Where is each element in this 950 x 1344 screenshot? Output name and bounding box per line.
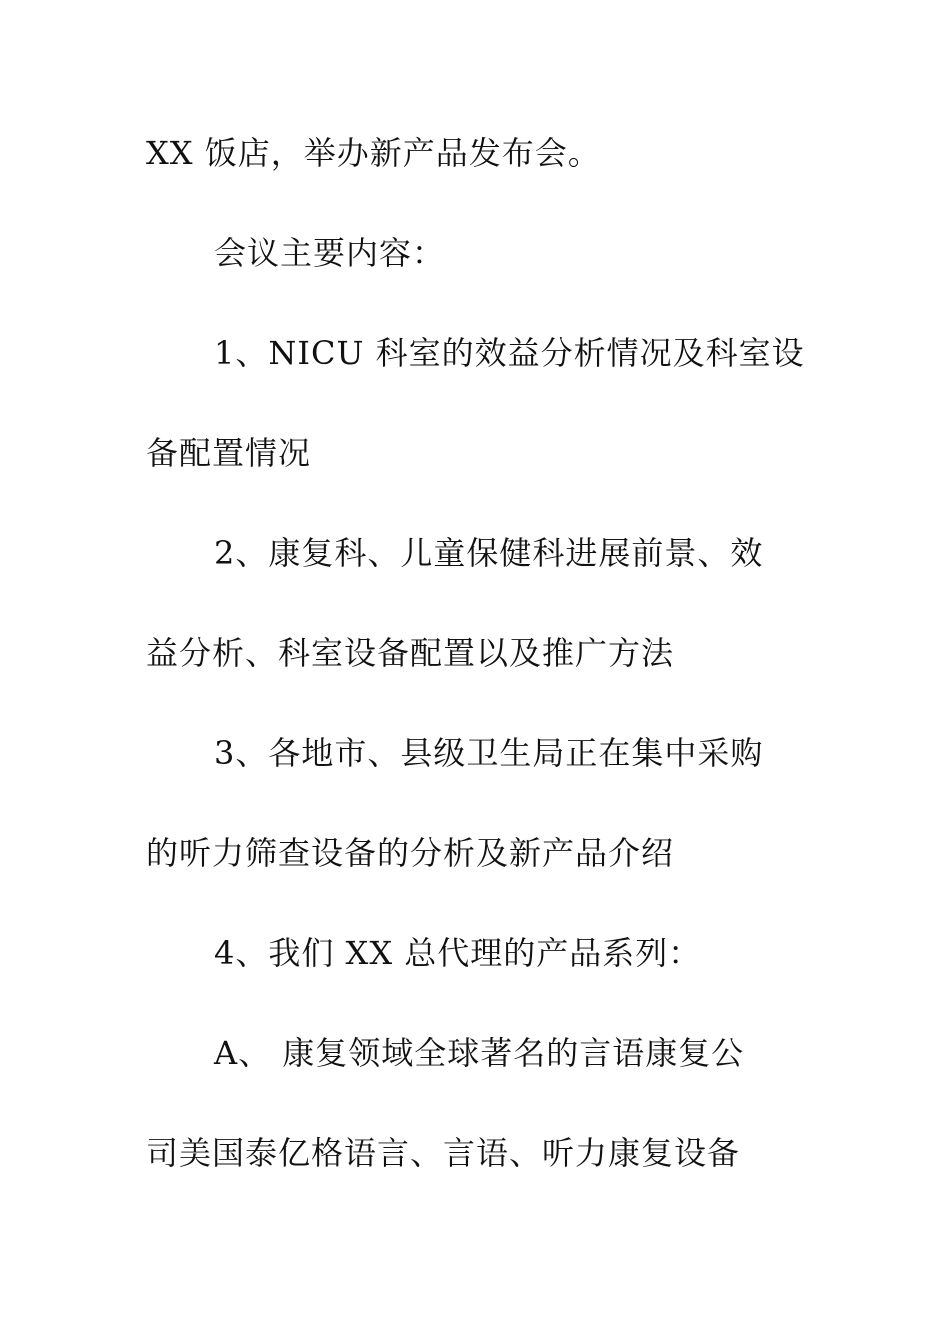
list-item-1-line-2: 备配置情况 [146, 434, 312, 472]
sub-item-a-line-1: A、 康复领域全球著名的言语康复公 [214, 1034, 745, 1072]
list-item-3-line-2: 的听力筛查设备的分析及新产品介绍 [146, 834, 675, 872]
list-item-2-line-1: 2、康复科、儿童保健科进展前景、效 [214, 534, 764, 572]
list-item-1-line-1: 1、NICU 科室的效益分析情况及科室设 [214, 334, 805, 372]
section-heading: 会议主要内容： [214, 234, 446, 272]
list-item-4-line-1: 4、我们 XX 总代理的产品系列： [214, 934, 702, 972]
text-line-1: XX 饭店，举办新产品发布会。 [146, 134, 601, 172]
sub-item-a-line-2: 司美国泰亿格语言、言语、听力康复设备 [146, 1134, 741, 1172]
list-item-3-line-1: 3、各地市、县级卫生局正在集中采购 [214, 734, 764, 772]
list-item-2-line-2: 益分析、科室设备配置以及推广方法 [146, 634, 675, 672]
